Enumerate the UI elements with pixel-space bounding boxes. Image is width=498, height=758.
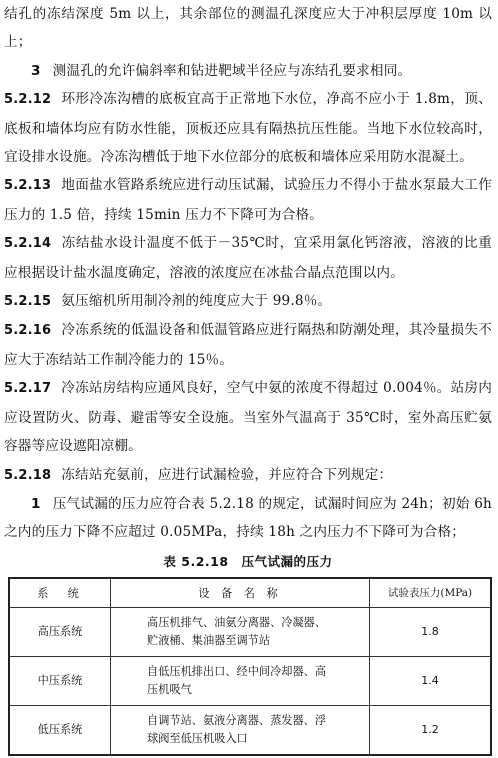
clause-number: 5.2.15 <box>4 294 52 310</box>
paragraph-text: 冷冻系统的低温设备和低温管路应进行隔热和防潮处理，其冷量损失不应大于冻结站工作制冷能力的 15％。 <box>4 322 492 368</box>
paragraph <box>4 57 492 85</box>
body-text <box>4 0 492 547</box>
item-number: 3 <box>31 62 41 79</box>
clause-paragraph <box>4 287 492 316</box>
cell-pressure: 1.8 <box>370 607 492 656</box>
table-row <box>9 656 491 705</box>
cell-system: 低压系统 <box>9 705 111 755</box>
paragraph <box>4 490 492 547</box>
cell-equipment: 自低压机排出口、经中间冷却器、高压机吸气 <box>111 656 370 705</box>
cell-equipment: 自调节站、氨液分离器、蒸发器、浮球阀至低压机吸入口 <box>111 705 370 755</box>
paragraph-text: 冻结盐水设计温度不低于－35℃时，宜采用氯化钙溶液，溶液的比重应根据设计盐水温度确定，溶液的浓度应在冰盐合晶点范围以内。 <box>4 235 492 281</box>
clause-paragraph <box>4 85 492 171</box>
cell-equipment: 高压机排气、油氨分离器、冷凝器、贮液桶、集油器至调节站 <box>111 607 370 656</box>
clause-paragraph <box>4 171 492 229</box>
clause-paragraph <box>4 374 492 460</box>
paragraph-text: 冻结站充氨前，应进行试漏检验，并应符合下列规定： <box>61 466 393 483</box>
clause-number: 5.2.18 <box>4 467 52 483</box>
cell-system: 高压系统 <box>9 607 111 656</box>
header-equipment: 设 备 名 称 <box>111 578 370 608</box>
paragraph-text: 压气试漏的压力应符合表 5.2.18 的规定，试漏时间应为 24h；初始 6h 之内的压力下降不应超过 0.05MPa，持续 18h 之内压力不下降可为合格； <box>4 495 492 541</box>
cell-system: 中压系统 <box>9 656 111 705</box>
paragraph-text: 环形冷冻沟槽的底板宜高于正常地下水位，净高不应小于 1.8m，顶、底板和墙体均应有防水性能，顶板还应具有隔热抗压性能。当地下水位较高时，宜设排水设施。冷冻沟槽低于地下水位部分的底板和墙体应采用防水混凝土。 <box>4 91 492 166</box>
cell-pressure: 1.4 <box>370 656 492 705</box>
clause-paragraph <box>4 461 492 490</box>
table-row <box>9 705 491 755</box>
table-row <box>9 607 491 656</box>
cell-pressure: 1.2 <box>370 705 492 755</box>
clause-number: 5.2.12 <box>4 92 52 108</box>
paragraph-text: 冷冻站房结构应通风良好，空气中氨的浓度不得超过 0.004％。站房内应设置防火、防毒、避雷等安全设施。当室外气温高于 35℃时，室外高压贮氨容器等应设遮阳凉棚。 <box>4 380 492 455</box>
paragraph <box>4 0 492 57</box>
paragraph-text: 地面盐水管路系统应进行动压试漏，试验压力不得小于盐水泵最大工作压力的 1.5 倍，持续 15min 压力不下降可为合格。 <box>4 177 492 223</box>
clause-paragraph <box>4 229 492 287</box>
paragraph-text: 测温孔的允许偏斜率和钻进靶域半径应与冻结孔要求相同。 <box>52 62 412 79</box>
clause-number: 5.2.13 <box>4 178 52 194</box>
table-title: 表 5.2.18 压气试漏的压力 <box>163 553 333 569</box>
clause-number: 5.2.17 <box>4 381 52 397</box>
clause-number: 5.2.14 <box>4 236 52 252</box>
table-header-row <box>9 578 491 608</box>
paragraph-text: 结孔的冻结深度 5m 以上，其余部位的测温孔深度应大于冲积层厚度 10m 以上； <box>4 6 492 51</box>
item-number: 1 <box>31 495 41 512</box>
paragraph-text: 氨压缩机所用制冷剂的纯度应大于 99.8％。 <box>61 293 332 310</box>
clause-paragraph <box>4 316 492 374</box>
header-pressure: 试验表压力(MPa) <box>370 578 492 608</box>
header-system: 系 统 <box>9 578 111 608</box>
clause-number: 5.2.16 <box>4 323 52 339</box>
pressure-table <box>8 577 492 756</box>
